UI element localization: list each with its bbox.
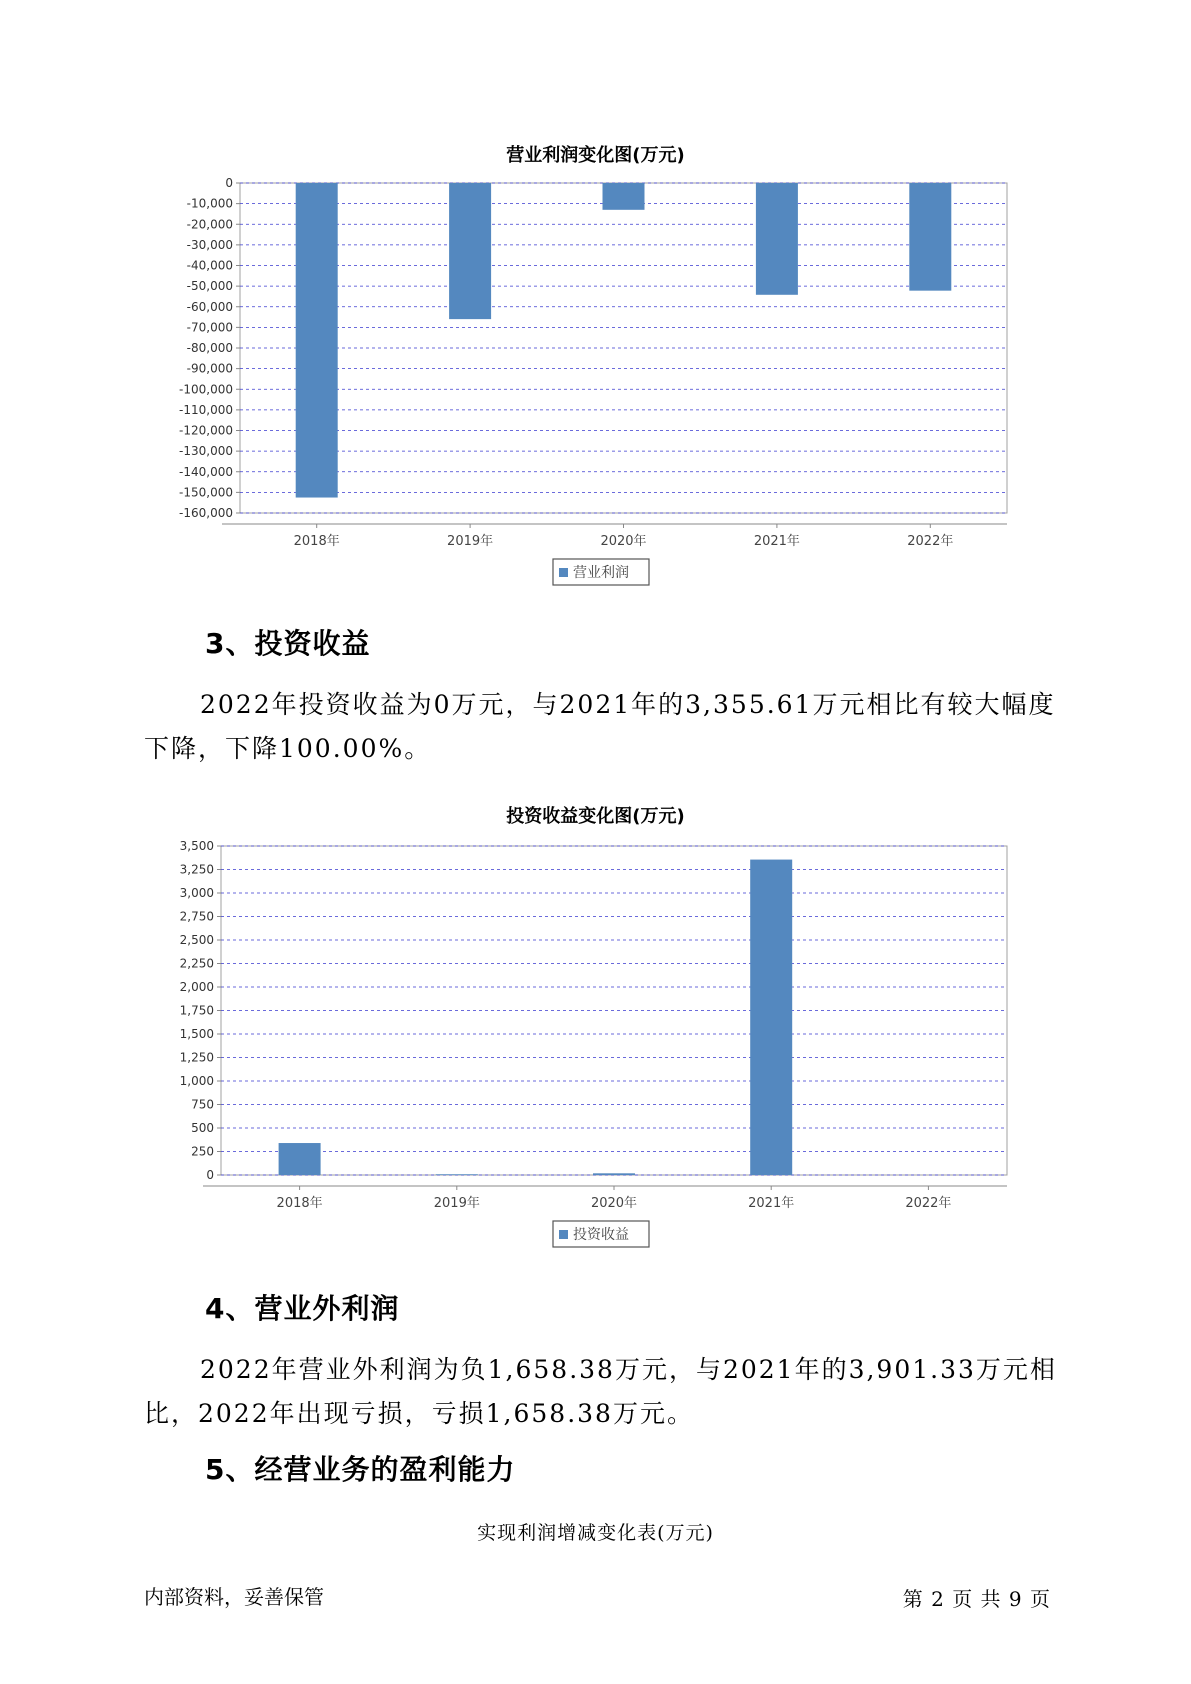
y-tick-label: -160,000 xyxy=(179,506,233,520)
x-tick-label: 2018年 xyxy=(276,1196,323,1211)
legend xyxy=(553,1221,649,1247)
chart1-title: 营业利润变化图(万元) xyxy=(506,145,685,166)
y-tick-label: -50,000 xyxy=(186,279,233,294)
y-tick-label: 500 xyxy=(191,1121,214,1135)
chart2-title: 投资收益变化图(万元) xyxy=(506,806,685,827)
section-5-heading: 5、经营业务的盈利能力 xyxy=(205,1453,516,1486)
x-tick-label: 2020年 xyxy=(600,534,647,549)
legend xyxy=(553,559,649,585)
y-tick-label: -10,000 xyxy=(186,196,233,211)
bar-2020年 xyxy=(593,1173,635,1175)
x-tick-label: 2018年 xyxy=(293,534,340,549)
y-tick-label: 3,000 xyxy=(179,886,214,900)
x-tick-label: 2021年 xyxy=(748,1196,795,1211)
page-number: 第 2 页 共 9 页 xyxy=(902,1587,1051,1611)
y-tick-label: -110,000 xyxy=(179,402,233,417)
bar-2021年 xyxy=(750,860,792,1175)
y-tick-label: 1,500 xyxy=(179,1027,214,1041)
bar-2018年 xyxy=(279,1143,321,1175)
x-tick-label: 2019年 xyxy=(433,1196,480,1211)
y-tick-label: 750 xyxy=(191,1097,214,1112)
y-tick-label: 3,250 xyxy=(179,862,214,877)
y-tick-label: -70,000 xyxy=(186,320,233,335)
y-tick-label: 2,000 xyxy=(179,980,214,994)
x-tick-label: 2022年 xyxy=(907,534,954,549)
x-tick-label: 2020年 xyxy=(590,1196,638,1211)
y-tick-label: 2,500 xyxy=(179,933,214,947)
y-tick-label: -150,000 xyxy=(179,485,233,500)
footer-confidential: 内部资料，妥善保管 xyxy=(144,1585,324,1609)
y-tick-label: 0 xyxy=(206,1168,214,1182)
y-tick-label: -80,000 xyxy=(186,341,233,355)
section-4-paragraph: 2022年营业外利润为负1,658.38万元，与2021年的3,901.33万元相比，2022年出现亏损，亏损1,658.38万元。 xyxy=(144,1355,1057,1428)
x-tick-label: 2022年 xyxy=(905,1196,952,1211)
y-tick-label: 3,500 xyxy=(179,839,214,853)
legend-swatch xyxy=(559,568,568,577)
bar-2022年 xyxy=(909,183,951,291)
bar-2019年 xyxy=(449,183,491,319)
legend-label: 营业利润 xyxy=(573,565,629,581)
x-tick-label: 2021年 xyxy=(753,534,800,549)
y-tick-label: -130,000 xyxy=(179,444,233,459)
y-tick-label: 2,750 xyxy=(179,909,214,924)
legend-swatch xyxy=(559,1230,568,1239)
legend-label: 投资收益 xyxy=(573,1227,629,1243)
y-tick-label: -120,000 xyxy=(179,423,233,438)
y-tick-label: 1,000 xyxy=(179,1074,214,1088)
y-tick-label: 1,250 xyxy=(179,1050,214,1065)
bar-2018年 xyxy=(296,183,338,498)
section-3-heading: 3、投资收益 xyxy=(205,627,371,660)
investment-income-chart xyxy=(0,832,1191,1252)
y-tick-label: -30,000 xyxy=(186,237,233,252)
table-caption: 实现利润增减变化表(万元) xyxy=(477,1522,714,1544)
bar-2020年 xyxy=(603,183,645,210)
y-tick-label: -100,000 xyxy=(179,382,233,397)
y-tick-label: -140,000 xyxy=(179,464,233,479)
y-tick-label: -90,000 xyxy=(186,361,233,376)
y-tick-label: 0 xyxy=(225,176,233,190)
bar-2019年 xyxy=(436,1174,478,1175)
bar-2021年 xyxy=(756,183,798,295)
y-tick-label: 1,750 xyxy=(179,1003,214,1018)
y-tick-label: -20,000 xyxy=(186,217,233,232)
operating-profit-chart xyxy=(0,170,1191,590)
x-tick-label: 2019年 xyxy=(447,534,494,549)
y-tick-label: 2,250 xyxy=(179,956,214,971)
y-tick-label: -60,000 xyxy=(186,299,233,314)
section-4-heading: 4、营业外利润 xyxy=(205,1292,400,1325)
section-3-paragraph: 2022年投资收益为0万元，与2021年的3,355.61万元相比有较大幅度下降，下降100.00%。 xyxy=(144,690,1056,763)
y-tick-label: -40,000 xyxy=(186,258,233,273)
y-tick-label: 250 xyxy=(191,1144,214,1159)
